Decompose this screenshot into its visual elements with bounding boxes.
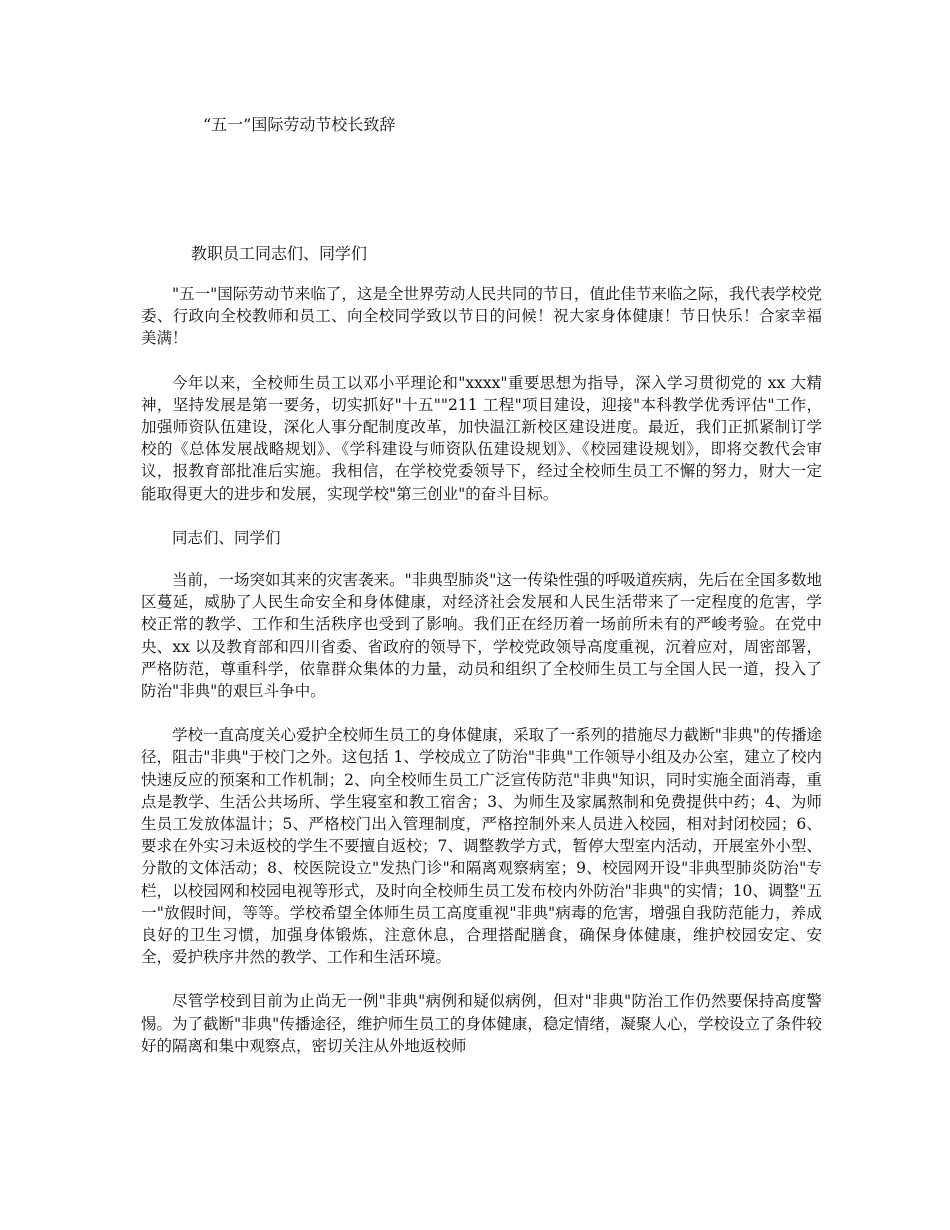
greeting-line: 教职员工同志们、同学们 xyxy=(191,244,368,263)
document-title: “五一”国际劳动节校长致辞 xyxy=(203,115,396,134)
paragraph-salutation: 同志们、同学们 xyxy=(172,528,281,547)
document-body xyxy=(141,283,822,1079)
paragraph-school-development: 今年以来，全校师生员工以邓小平理论和"xxxx"重要思想为指导，深入学习贯彻党的 xx 大精神，坚持发展是第一要务，切实抓好"十五""211 工程"项目建设，迎接"本科教学优秀评估"工作，加强师资队伍建设，深化人事分配制度改革，加快温江新校区建设进度。最近，我们正抓紧制订学校的《总体发展战略规划》、《学科建设与师资队伍建设规划》、《校园建设规划》，即将交教代会审议，报教育部批准后实施。我相信，在学校党委领导下，经过全校师生员工不懈的努力，财大一定能取得更大的进步和发展，实现学校"第三创业"的奋斗目标。 xyxy=(141,373,822,503)
paragraph-holiday-greeting: "五一"国际劳动节来临了，这是全世界劳动人民共同的节日，值此佳节来临之际，我代表学校党委、行政向全校教师和员工、向全校同学致以节日的问候！祝大家身体健康！节日快乐！合家幸福美满！ xyxy=(141,285,822,348)
paragraph-sars-outbreak: 当前，一场突如其来的灾害袭来。"非典型肺炎"这一传染性强的呼吸道疾病，先后在全国多数地区蔓延，威胁了人民生命安全和身体健康，对经济社会发展和人民生活带来了一定程度的危害，学校正常的教学、工作和生活秩序也受到了影响。我们正在经历着一场前所未有的严峻考验。在党中央、xx 以及教育部和四川省委、省政府的领导下，学校党政领导高度重视，沉着应对，周密部署，严格防范，尊重科学，依靠群众集体的力量，动员和组织了全校师生员工与全国人民一道，投入了防治"非典"的艰巨斗争中。 xyxy=(141,571,822,701)
paragraph-vigilance: 尽管学校到目前为止尚无一例"非典"病例和疑似病例，但对"非典"防治工作仍然要保持高度警惕。为了截断"非典"传播途径，维护师生员工的身体健康，稳定情绪，凝聚人心，学校设立了条件较好的隔离和集中观察点，密切关注从外地返校师 xyxy=(141,992,822,1055)
paragraph-prevention-measures: 学校一直高度关心爱护全校师生员工的身体健康，采取了一系列的措施尽力截断"非典"的传播途径，阻击"非典"于校门之外。这包括 1、学校成立了防治"非典"工作领导小组及办公室，建立了校内快速反应的预案和工作机制；2、向全校师生员工广泛宣传防范"非典"知识，同时实施全面消毒，重点是教学、生活公共场所、学生寝室和教工宿舍；3、为师生及家属熬制和免费提供中药；4、为师生员工发放体温计；5、严格校门出入管理制度，严格控制外来人员进入校园，相对封闭校园；6、要求在外实习未返校的学生不要擅自返校；7、调整教学方式，暂停大型室内活动，开展室外小型、分散的文体活动；8、校医院设立"发热门诊"和隔离观察病室；9、校园网开设"非典型肺炎防治"专栏，以校园网和校园电视等形式，及时向全校师生员工发布校内外防治"非典"的实情；10、调整"五一"放假时间，等等。学校希望全体师生员工高度重视"非典"病毒的危害，增强自我防范能力，养成良好的卫生习惯，加强身体锻炼，注意休息，合理搭配膳食，确保身体健康，维护校园安定、安全，爱护秩序井然的教学、工作和生活环境。 xyxy=(141,726,822,967)
